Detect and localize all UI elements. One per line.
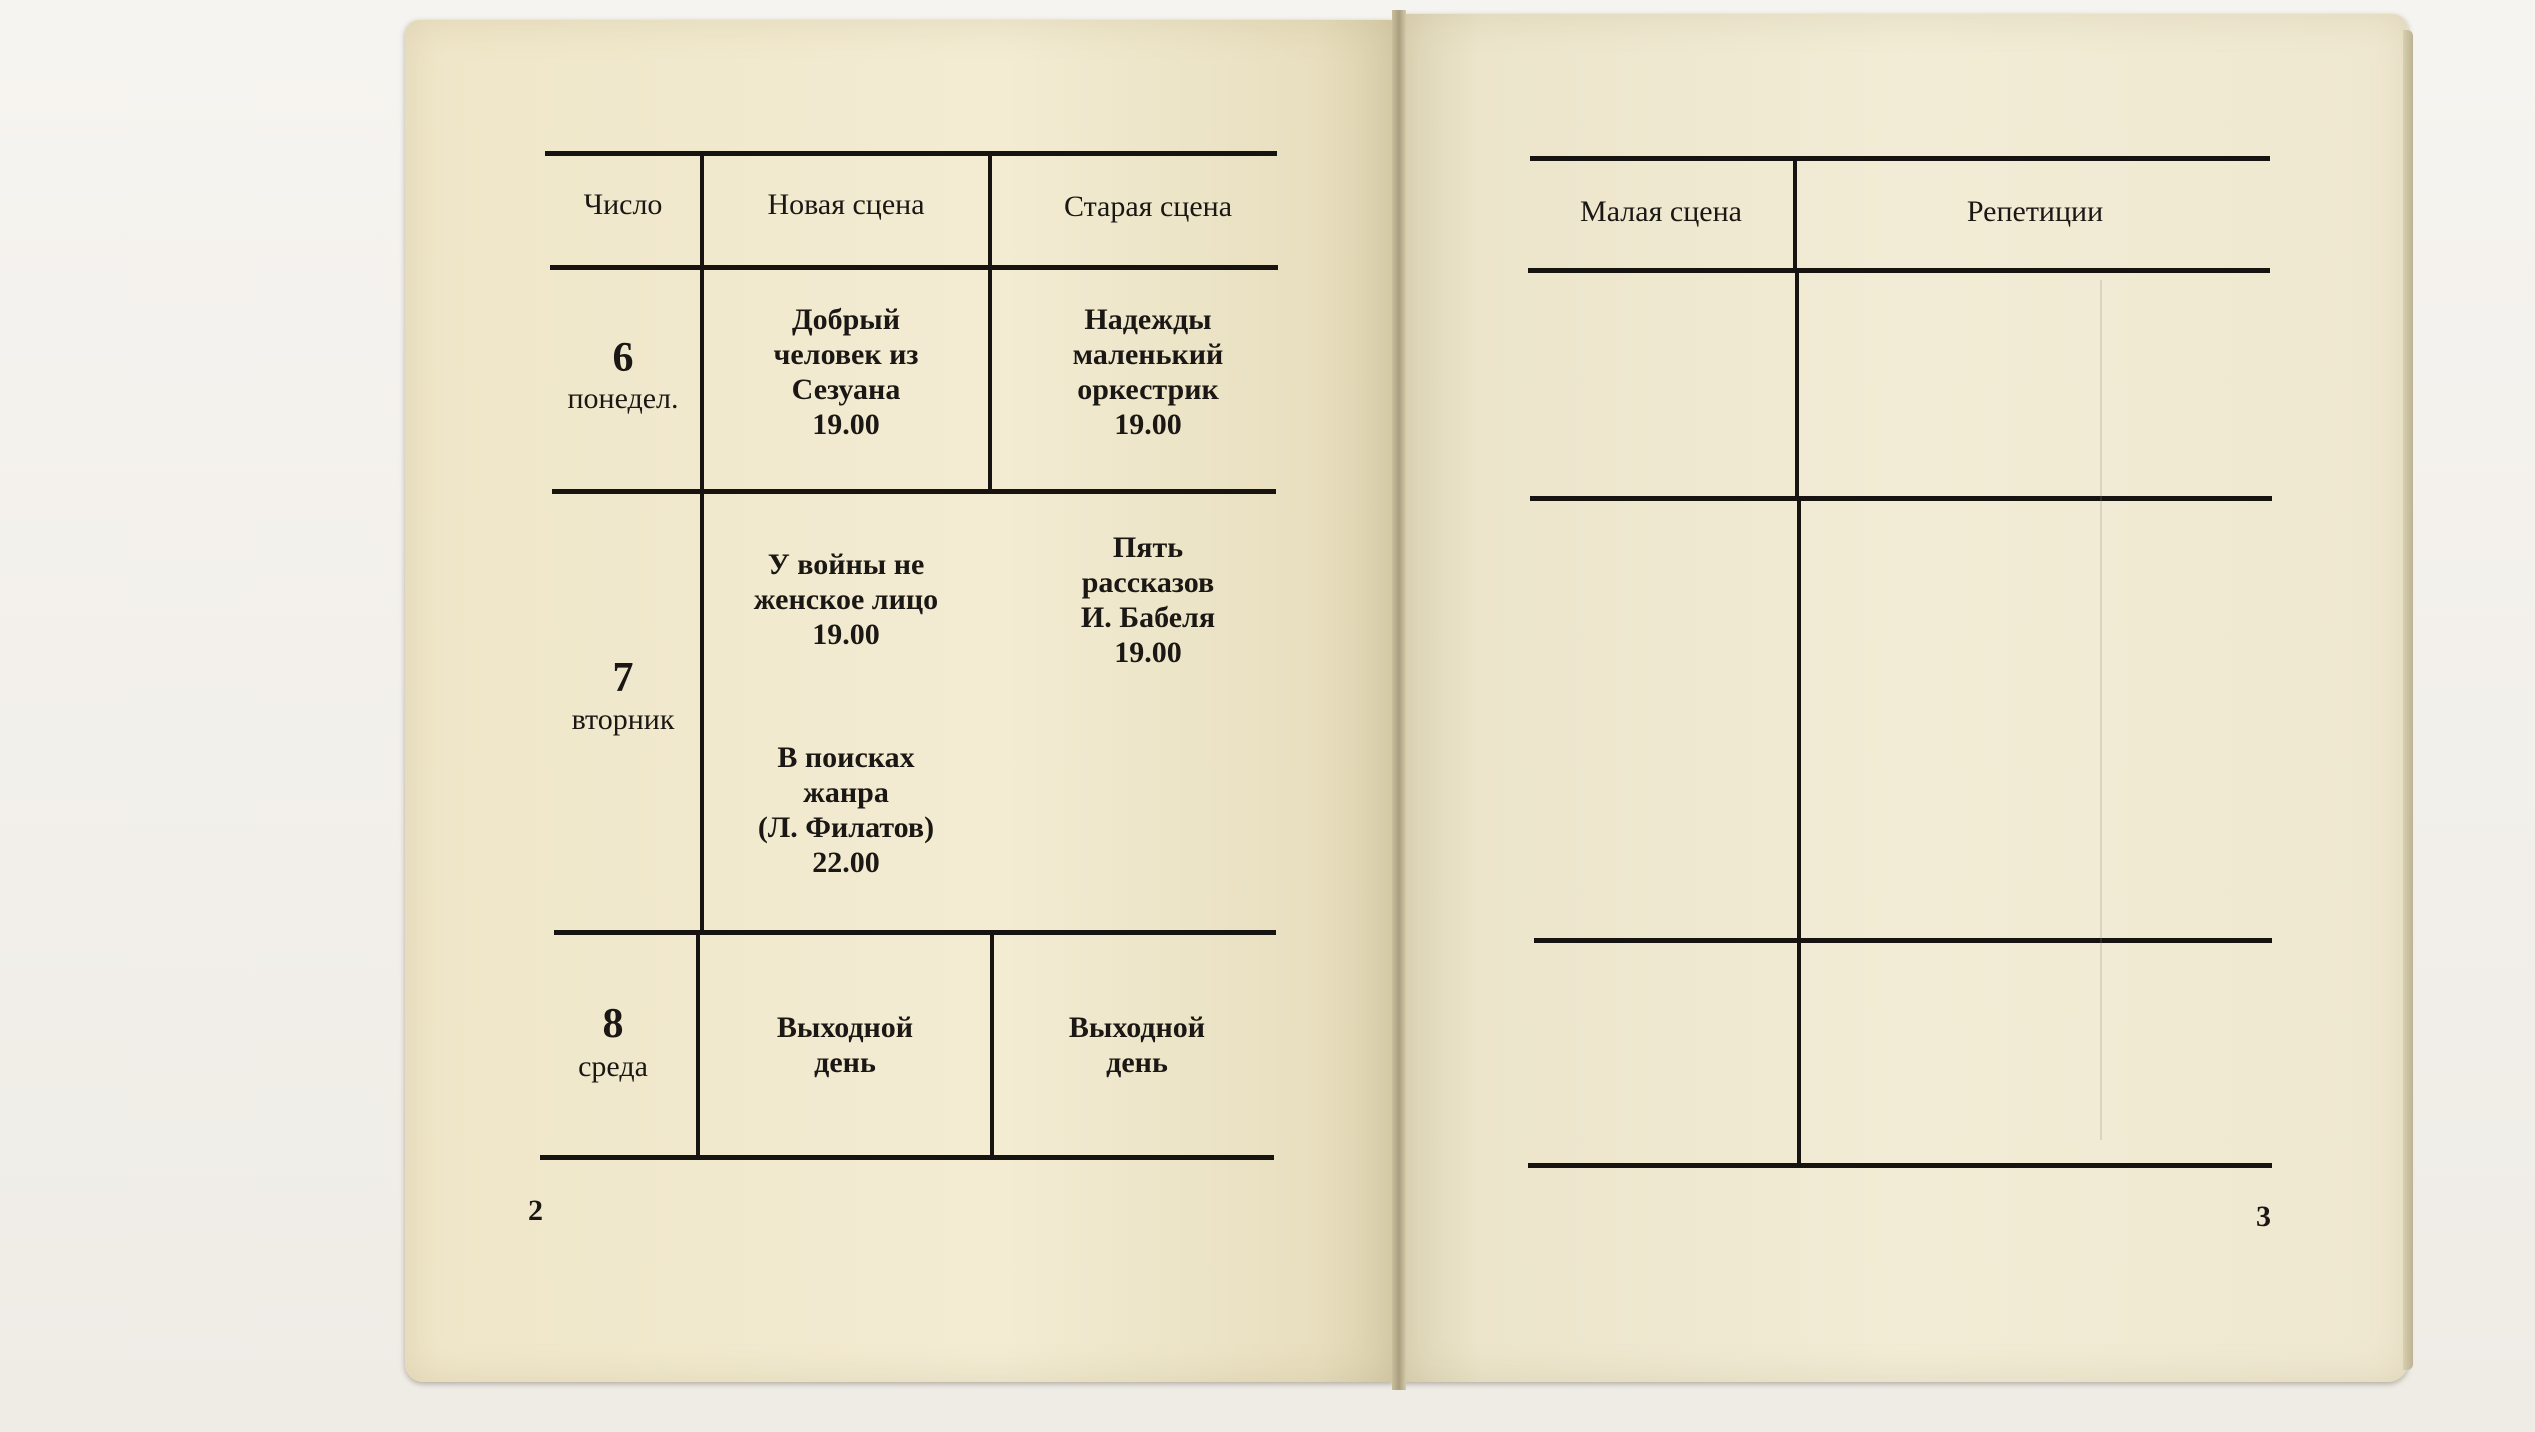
- row-divider-2: [554, 930, 1276, 935]
- day-number: 8: [602, 1001, 624, 1047]
- book-spine: [1392, 10, 1406, 1390]
- play-entry: Добрый человек из Сезуана 19.00: [773, 303, 919, 441]
- day-number: 6: [612, 335, 634, 381]
- header-number: Число: [583, 188, 663, 221]
- header-old-stage: Старая сцена: [1063, 190, 1233, 223]
- table-bottom-rule: [1528, 1163, 2272, 1168]
- table-bottom-rule: [540, 1155, 1274, 1160]
- header-new-stage: Новая сцена: [767, 188, 925, 221]
- play-entry: Пять рассказов И. Бабеля 19.00: [1080, 531, 1216, 669]
- play-entry: В поисках жанра (Л. Филатов) 22.00: [757, 741, 935, 879]
- header-small-stage: Малая сцена: [1580, 195, 1742, 228]
- header-rehearsals: Репетиции: [1966, 195, 2104, 228]
- col-divider-4: [1797, 942, 1801, 1164]
- play-entry: Выходной день: [1068, 1011, 1206, 1079]
- day-name: вторник: [571, 703, 675, 736]
- play-entry: У войны не женское лицо 19.00: [753, 548, 939, 651]
- play-entry: Выходной день: [776, 1011, 914, 1079]
- page-stack-edge: [2403, 30, 2413, 1370]
- header-bottom-rule: [550, 265, 1278, 270]
- row-divider-1: [552, 489, 1276, 494]
- row-divider-1: [1530, 496, 2272, 501]
- day-name: понедел.: [567, 382, 679, 415]
- day-name: среда: [578, 1050, 648, 1083]
- table-top-rule: [1530, 156, 2270, 161]
- page-number: 2: [528, 1194, 543, 1227]
- table-top-rule: [545, 151, 1277, 156]
- day-number: 7: [612, 655, 634, 701]
- bleed-through-rule: [2100, 280, 2102, 1140]
- header-bottom-rule: [1528, 268, 2270, 273]
- page-number: 3: [2256, 1200, 2271, 1233]
- col-divider-1: [1793, 160, 1797, 270]
- row-divider-2: [1534, 938, 2272, 943]
- play-entry: Надежды маленький оркестрик 19.00: [1072, 303, 1224, 441]
- col-divider-3: [1797, 500, 1801, 940]
- col-divider-2: [1795, 272, 1799, 499]
- bleed-through-text: [530, 140, 1330, 186]
